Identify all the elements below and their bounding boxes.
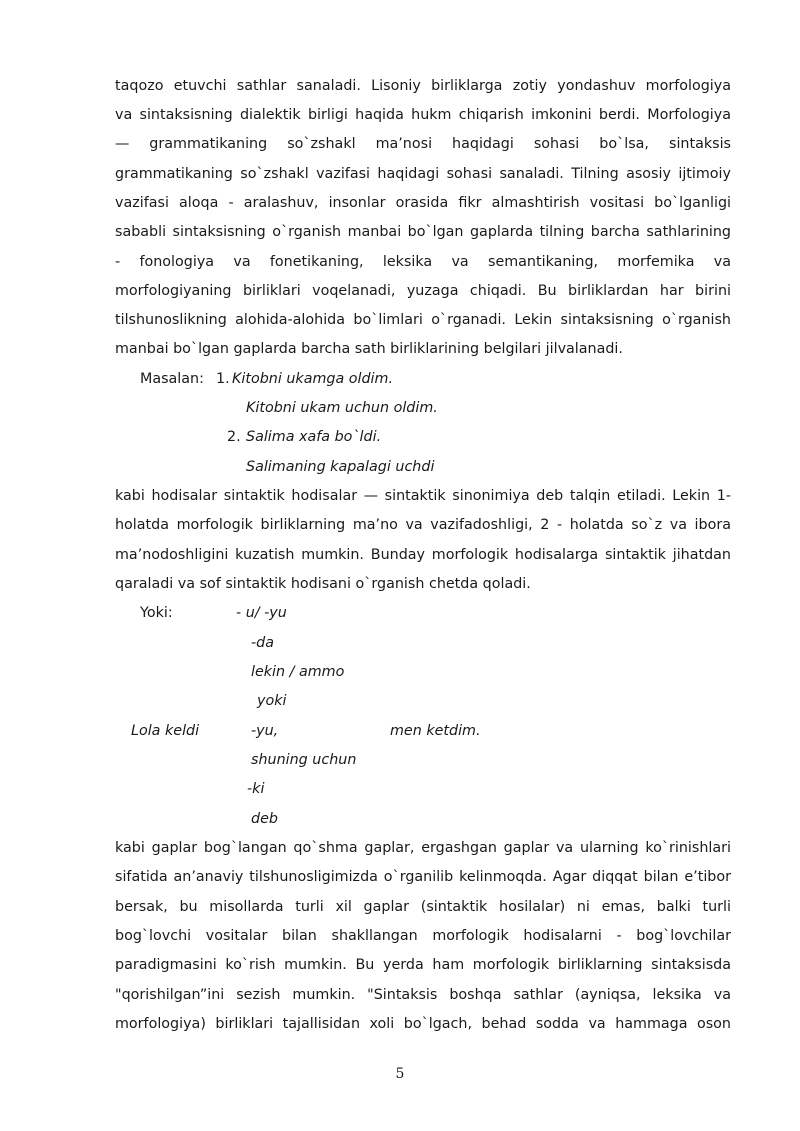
example-number-1: 1. (216, 371, 230, 387)
text-line: paradigmasini ko`rish mumkin. Bu yerda ham morfologik birliklarning sintaksisda (115, 957, 731, 973)
text-line: bersak, bu misollarda turli xil gaplar (sintaktik hosilalar) ni emas, balki turli (115, 899, 731, 915)
example-2a: Salima xafa bo`ldi. (246, 429, 382, 445)
text-line: morfologiyaning birliklari voqelanadi, yuzaga chiqadi. Bu birliklardan har birini (115, 283, 731, 299)
text-line: morfologiya) birliklari tajallisidan xoli bo`lgach, behad sodda va hammaga oson (115, 1016, 731, 1032)
connector-item: shuning uchun (251, 752, 357, 768)
text-line: holatda morfologik birliklarning ma’no va vazifadoshligi, 2 - holatda so`z va ibora (115, 517, 731, 533)
text-line: taqozo etuvchi sathlar sanaladi. Lisoniy birliklarga zotiy yondashuv morfologiya (115, 78, 731, 94)
example-1a: Kitobni ukamga oldim. (232, 371, 394, 387)
connector-item: - u/ -yu (236, 605, 287, 621)
text-line: vazifasi aloqa - aralashuv, insonlar orasida fikr almashtirish vositasi bo`lganligi (115, 195, 731, 211)
example-number-2: 2. (227, 429, 241, 445)
left-clause: Lola keldi (131, 723, 200, 739)
connectors-label: Yoki: (140, 605, 173, 621)
text-line: sababli sintaksisning o`rganish manbai bo`lgan gaplarda tilning barcha sathlarining (115, 224, 731, 240)
text-line: ma’nodoshligini kuzatish mumkin. Bunday morfologik hodisalarga sintaktik jihatdan (115, 547, 731, 563)
connector-item: deb (251, 811, 278, 827)
text-line: "qorishilgan”ini sezish mumkin. "Sintaksis boshqa sathlar (ayniqsa, leksika va (115, 987, 731, 1003)
text-line: tilshunoslikning alohida-alohida bo`limlari o`rganadi. Lekin sintaksisning o`rganish (115, 312, 731, 328)
example-2b: Salimaning kapalagi uchdi (246, 459, 435, 475)
examples-label: Masalan: (140, 371, 204, 387)
text-line: - fonologiya va fonetikaning, leksika va semantikaning, morfemika va (115, 254, 731, 270)
connector-item: lekin / ammo (251, 664, 345, 680)
text-line: kabi gaplar bog`langan qo`shma gaplar, ergashgan gaplar va ularning ko`rinishlari (115, 840, 731, 856)
text-line: sifatida an’anaviy tilshunosligimizda o`rganilib kelinmoqda. Agar diqqat bilan e’tibor (115, 869, 731, 885)
right-clause: men ketdim. (390, 723, 481, 739)
text-line: manbai bo`lgan gaplarda barcha sath birliklarining belgilari jilvalanadi. (115, 341, 623, 357)
text-line: qaraladi va sof sintaktik hodisani o`rganish chetda qoladi. (115, 576, 531, 592)
text-line: va sintaksisning dialektik birligi haqida hukm chiqarish imkonini berdi. Morfologiya (115, 107, 731, 123)
text-line: bog`lovchi vositalar bilan shakllangan morfologik hodisalarni - bog`lovchilar (115, 928, 731, 944)
example-1b: Kitobni ukam uchun oldim. (246, 400, 438, 416)
connector-item: yoki (257, 693, 287, 709)
connector-item: -yu, (251, 723, 279, 739)
text-line: kabi hodisalar sintaktik hodisalar — sintaktik sinonimiya deb talqin etiladi. Lekin 1- (115, 488, 731, 504)
text-line: — grammatikaning so`zshakl ma’nosi haqidagi sohasi bo`lsa, sintaksis (115, 136, 731, 152)
text-line: grammatikaning so`zshakl vazifasi haqidagi sohasi sanaladi. Tilning asosiy ijtimoiy (115, 166, 731, 182)
connector-item: -da (251, 635, 274, 651)
page-number: 5 (395, 1066, 405, 1082)
connector-item: -ki (247, 781, 265, 797)
